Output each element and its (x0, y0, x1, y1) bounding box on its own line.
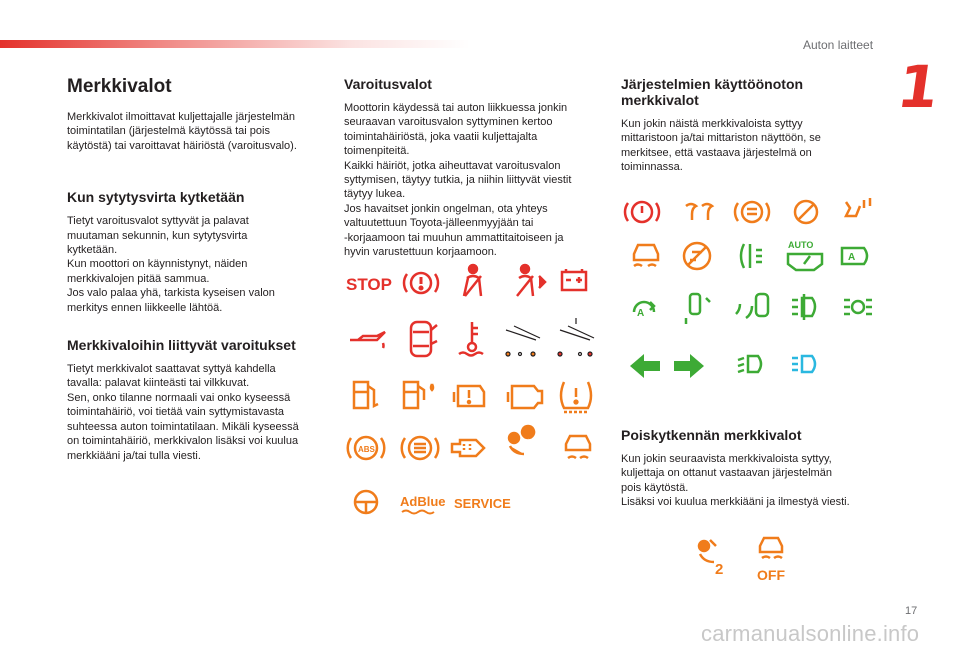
activation-icons-grid (620, 190, 880, 390)
adblue-icon: AdBlue (400, 494, 446, 509)
adblue-wave-icon (402, 511, 434, 514)
footbrake-icon (846, 198, 870, 216)
brake-system-icon (625, 202, 659, 222)
stability-control-icon (566, 436, 590, 458)
brake-pads-icon (402, 437, 439, 459)
stop-icon: STOP (346, 275, 392, 294)
check-engine-icon (508, 386, 542, 408)
gauge-cluster-icon (506, 326, 540, 356)
warning-icons-grid (340, 258, 610, 528)
auto-wiper-icon (788, 254, 822, 270)
column-activation-lights (621, 76, 883, 175)
page-number: 17 (905, 605, 918, 617)
watermark: carmanualsonline.info (701, 621, 920, 646)
abs-icon (348, 437, 385, 459)
main-beam-icon (792, 356, 815, 372)
dipped-beam-icon (738, 356, 761, 372)
battery-icon (562, 269, 586, 290)
column-indicator-lights (67, 76, 325, 463)
turn-right-icon (674, 354, 704, 378)
lane-departure-off-icon (684, 243, 710, 269)
warning-lights-text: Moottorin käydessä tai auton liikkuessa jonkin seuraavan varoitusvalon syttyminen kertoo toimintahäiriöstä, joka vaatii kuljettajalta toimenpiteitä. Kaikki häiriöt, jotka aiheuttavat varoitusvalon syttymisen, täytyy tutkia, ja niihin liittyvät viestit täytyy lukea. Jos havaitset jonkin ongelman, ota yhteys valtuutettuun Toyota-jälleenmyyjään tai -korjaamoon tai muuhun ammattitaitoiseen ja hyvin varustettuun korjaamoon. (344, 102, 572, 259)
abs-label: ABS (358, 445, 375, 454)
gauge-cluster-2-icon (558, 318, 594, 356)
deactivation-section (621, 427, 883, 510)
fuel-water-icon (404, 382, 433, 408)
warnings-heading: Merkkivaloihin liittyvät varoitukset (67, 337, 296, 354)
front-fog-icon (792, 294, 815, 320)
deactivation-text: Kun jokin seuraavista merkkivaloista syttyy, kuljettaja on ottanut vastaavan järjestelmän pois käytöstä. Lisäksi voi kuulua merkkiääni ja ilmestyä viesti. (621, 453, 850, 509)
coolant-temperature-icon (459, 322, 483, 356)
stop-start-icon (634, 302, 654, 319)
ignition-text: Tietyt varoitusvalot syttyvät ja palavat muutaman sekunnin, kun sytytysvirta kytketään. Kun moottori on käynnistynyt, näiden merkkivalojen pitää sammua. Jos valo palaa yhä, tarkista kyseisen valon merkitys ennen liikkeelle lähtöä. (67, 215, 275, 314)
warning-lights-heading: Varoitusvalot (344, 76, 432, 92)
airbag-deactivated-icon (699, 540, 723, 578)
tyre-pressure-icon (561, 382, 591, 412)
seatbelt-passenger-icon (517, 265, 545, 296)
ignition-heading: Kun sytytysvirta kytketään (67, 189, 245, 206)
stability-off-icon (757, 538, 785, 583)
stability-off-label: OFF (757, 567, 785, 583)
side-lights-icon (844, 300, 872, 314)
steering-lock-icon (795, 201, 817, 223)
airbag-off-icon (509, 426, 534, 454)
door-open-icon (411, 322, 437, 356)
intro-text: Merkkivalot ilmoittavat kuljettajalle järjestelmän toimintatilan (järjestelmä käytössä tai pois käytöstä) tai varoittavat häiriöstä (varoitusvalo). (67, 111, 297, 152)
turn-left-icon (630, 354, 660, 378)
power-steering-icon (355, 491, 377, 513)
brake-warning-icon (404, 273, 438, 293)
park-assist-icon (736, 294, 768, 318)
stop-start-label: A (637, 308, 645, 319)
engine-fault-icon (454, 386, 484, 406)
fuel-level-icon (741, 244, 762, 268)
deactivation-heading: Poiskytkennän merkkivalot (621, 427, 802, 443)
warnings-text: Tietyt merkkivalot saattavat syttyä kahdella tavalla: palavat kiinteästi tai vilkkuvat. Sen, onko tilanne normaali vai onko kyseessä toimintahäiriö, voi tietää vain syttymistavasta suhteessa auton toimintatilaan. Mikäli kyseessä on toimintahäiriö, merkkivalon lisäksi voi kuulua merkkiääni ja/tai tulla viesti. (67, 363, 299, 462)
particle-filter-icon (452, 440, 484, 456)
airbag-deactivated-label: 2 (715, 561, 724, 578)
oil-pressure-icon (350, 332, 385, 348)
chapter-number: 1 (893, 53, 944, 121)
fuel-low-icon (354, 382, 378, 408)
activation-lights-text: Kun jokin näistä merkkivaloista syttyy mittaristoon ja/tai mittariston näyttöön, se merkitsee, että vastaava järjestelmä on toiminnassa. (621, 118, 821, 174)
parking-brake-icon (735, 202, 769, 222)
chapter-title: Auton laitteet (803, 38, 874, 52)
key-remote-icon (686, 294, 710, 324)
service-icon: SERVICE (454, 496, 511, 511)
preheating-icon (686, 204, 712, 220)
auto-headlamp-label: A (848, 252, 856, 263)
column-warning-lights (344, 76, 600, 259)
seatbelt-icon (464, 265, 481, 296)
traction-control-icon (634, 245, 658, 266)
deactivation-icons (690, 530, 800, 585)
auto-headlamp-icon (842, 248, 867, 264)
auto-wiper-label: AUTO (788, 240, 814, 250)
activation-lights-heading: Järjestelmien käyttöönoton merkkivalot (621, 76, 804, 108)
header-accent-bar (0, 40, 470, 48)
page-title: Merkkivalot (67, 76, 172, 97)
